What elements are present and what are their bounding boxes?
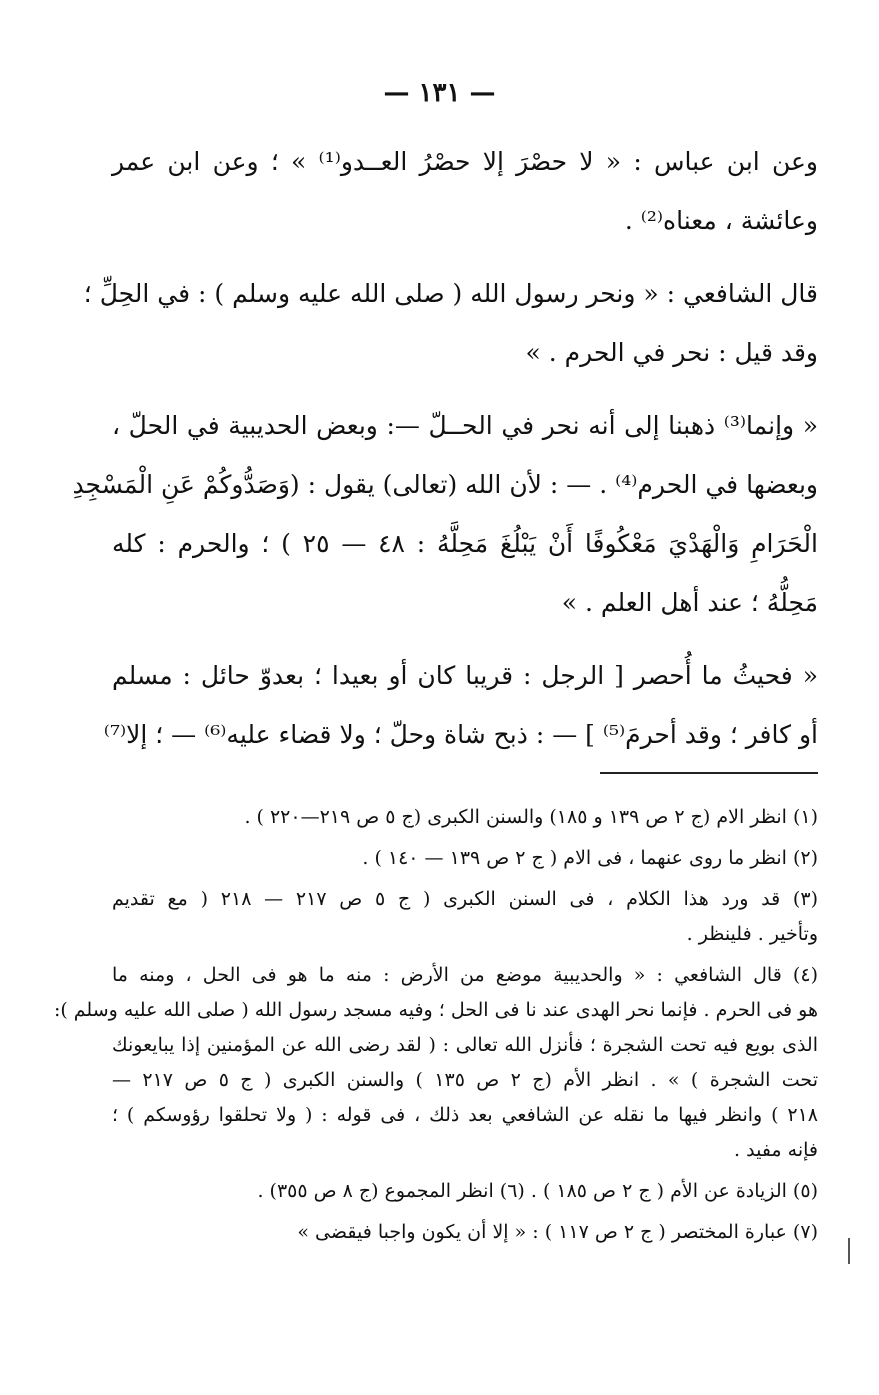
footnotes	[53, 800, 818, 1256]
footnote-line: الذى بويع فيه تحت الشجرة ؛ فأنزل الله تعالى : ( لقد رضى الله عن المؤمنين إذا يبايعونك	[112, 1034, 818, 1056]
text-line: وقد قيل : نحر في الحرم . »	[525, 338, 818, 367]
footnote-line: (٤) قال الشافعي : « والحديبية موضع من الأرض : منه ما هو فى الحل ، ومنه ما	[112, 964, 818, 986]
footnote-divider	[600, 772, 818, 774]
text-line: وبعضها في الحرم⁽⁴⁾ . — : لأن الله (تعالى) يقول : (وَصَدُّوكُمْ عَنِ الْمَسْجِدِ	[72, 470, 818, 499]
paragraph-1	[112, 132, 818, 250]
footnote-5-6	[112, 1174, 818, 1209]
margin-mark	[848, 1238, 850, 1264]
footnote-line: (٢) انظر ما روى عنهما ، فى الام ( ج ٢ ص ١٣٩ — ١٤٠ ) .	[362, 847, 818, 869]
text-line: أو كافر ؛ وقد أحرمَ⁽⁵⁾ ] — : ذبح شاة وحلّ ؛ ولا قضاء عليه⁽⁶⁾ — ؛ إلا⁽⁷⁾	[103, 720, 818, 749]
footnote-line: (٣) قد ورد هذا الكلام ، فى السنن الكبرى ( ج ٥ ص ٢١٧ — ٢١٨ ( مع تقديم	[112, 888, 818, 910]
footnote-line: هو فى الحرم . فإنما نحر الهدى عند نا فى الحل ؛ وفيه مسجد رسول الله ( صلى الله عليه وسلم ):	[53, 999, 818, 1021]
text-line: وعائشة ، معناه⁽²⁾ .	[624, 206, 818, 235]
paragraph-2	[83, 264, 818, 382]
paragraph-3	[72, 396, 818, 632]
text-line: « وإنما⁽³⁾ ذهبنا إلى أنه نحر في الحــلّ —: وبعض الحديبية في الحلّ ،	[112, 411, 818, 440]
footnote-3	[112, 882, 818, 952]
footnote-line: وتأخير . فلينظر .	[686, 923, 818, 945]
text-line: مَحِلُّهُ ؛ عند أهل العلم . »	[561, 588, 818, 617]
text-line: قال الشافعي : « ونحر رسول الله ( صلى الله عليه وسلم ) : في الحِلِّ ؛	[83, 279, 818, 308]
footnote-line: (١) انظر الام (ج ٢ ص ١٣٩ و ١٨٥) والسنن الكبرى (ج ٥ ص ٢١٩—٢٢٠ ) .	[244, 806, 818, 828]
footnote-2	[112, 841, 818, 876]
paragraph-4	[103, 646, 818, 764]
footnote-4	[53, 958, 818, 1168]
page-number: — ١٣١ —	[383, 78, 496, 108]
text-line: وعن ابن عباس : « لا حصْرَ إلا حصْرُ العــدو⁽¹⁾ » ؛ وعن ابن عمر	[112, 147, 818, 176]
main-text	[72, 132, 818, 778]
footnote-1	[112, 800, 818, 835]
text-line: « فحيثُ ما أُحصر [ الرجل : قريبا كان أو بعيدا ؛ بعدوّ حائل : مسلم	[112, 661, 818, 690]
footnote-line: تحت الشجرة ) » . انظر الأم (ج ٢ ص ١٣٥ ) والسنن الكبرى ( ج ٥ ص ٢١٧ —	[112, 1069, 818, 1091]
footnote-line: فإنه مفيد .	[734, 1139, 818, 1161]
text-line: الْحَرَامِ وَالْهَدْيَ مَعْكُوفًا أَنْ يَبْلُغَ مَحِلَّهُ : ٤٨ — ٢٥ ) ؛ والحرم : كله	[112, 529, 818, 558]
footnote-line: (٥) الزيادة عن الأم ( ج ٢ ص ١٨٥ ) . (٦) انظر المجموع (ج ٨ ص ٣٥٥) .	[257, 1180, 818, 1202]
footnote-7	[112, 1215, 818, 1250]
footnote-line: ٢١٨ ) وانظر فيها ما نقله عن الشافعي بعد ذلك ، فى قوله : ( ولا تحلقوا رؤوسكم ) ؛	[112, 1104, 818, 1126]
footnote-line: (٧) عبارة المختصر ( ج ٢ ص ١١٧ ) : « إلا أن يكون واجبا فيقضى »	[297, 1221, 818, 1243]
